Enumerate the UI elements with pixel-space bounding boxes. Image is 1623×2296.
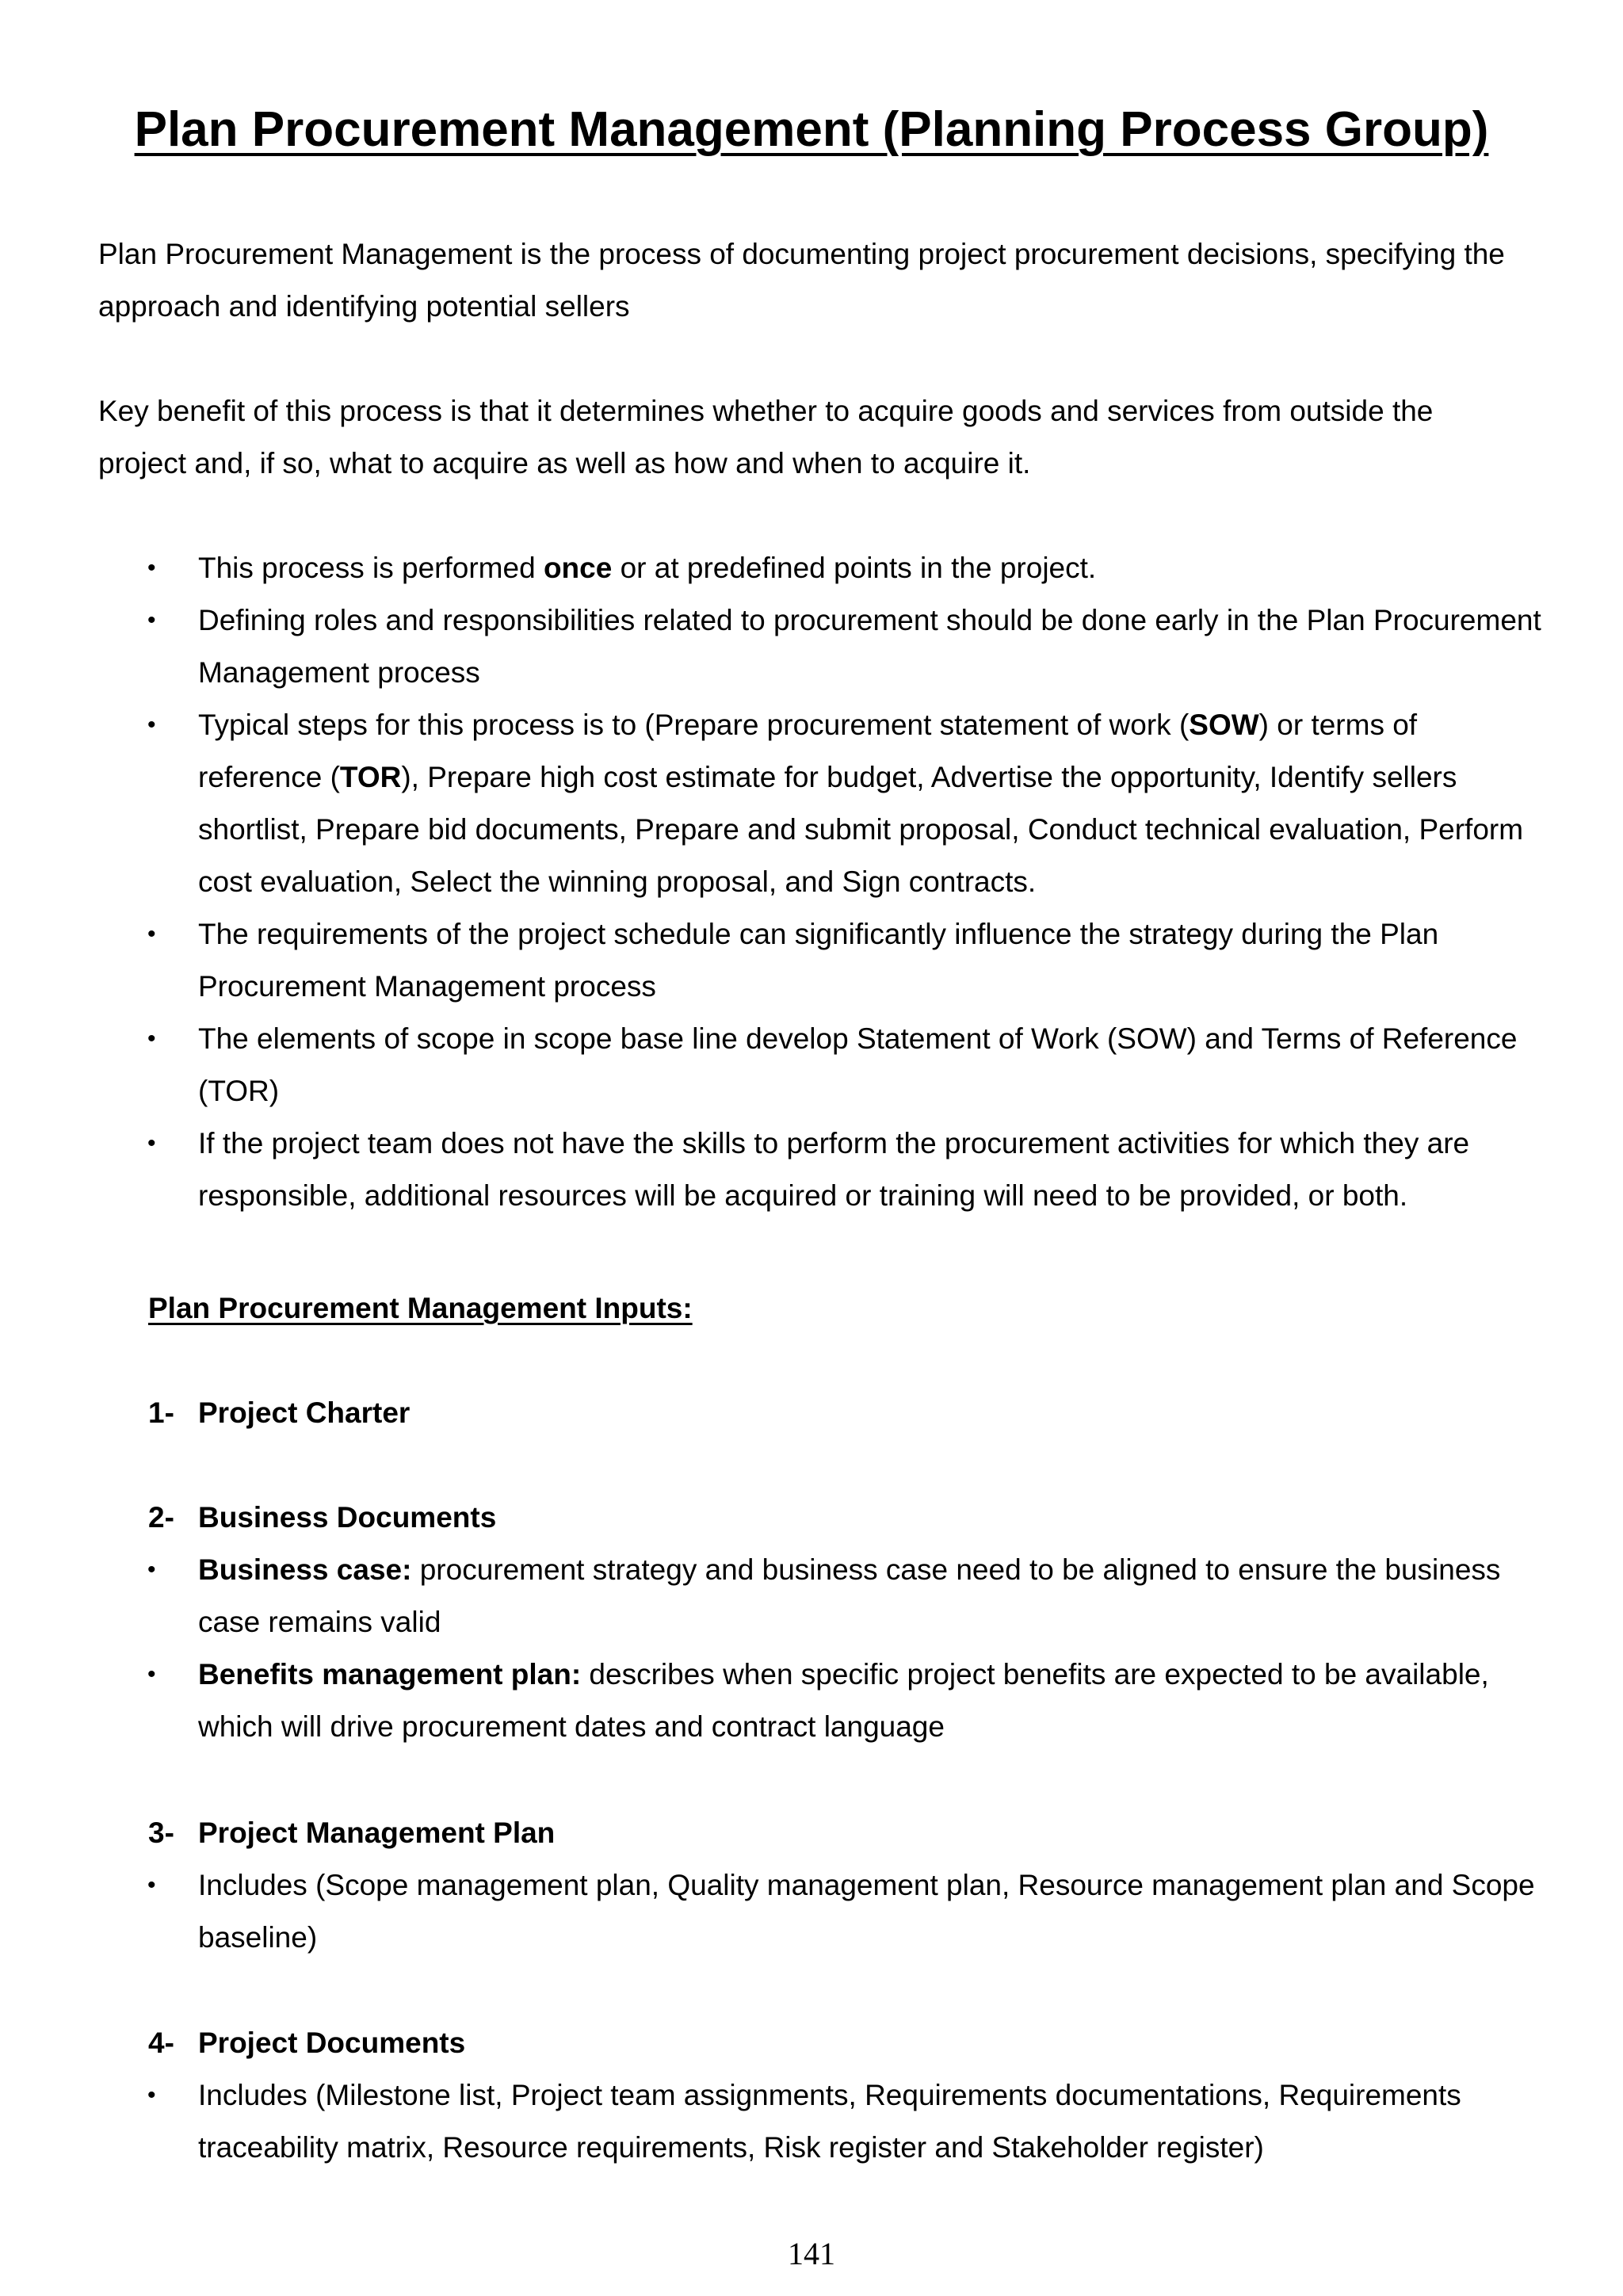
list-item [0,1117,1545,1222]
list-item [0,2069,1545,2174]
list-item-text: procurement strategy and business case need to be aligned to ensure the business case remains valid [198,1553,1501,1638]
input-heading-business-documents [148,1492,496,1544]
project-documents-list [0,2069,1623,2174]
project-management-plan-list [0,1859,1623,1964]
intro-paragraph-key-benefit: Key benefit of this process is that it determines whether to acquire goods and services from outside the project and, if so, what to acquire as well as how and when to acquire it. [98,395,1434,479]
inputs-section-heading: Plan Procurement Management Inputs: [148,1292,693,1324]
bullet-icon: • [147,555,156,581]
bullet-icon: • [147,921,156,947]
list-item-text: or at predefined points in the project. [612,552,1097,584]
list-item [0,908,1545,1013]
input-number: 3- [148,1817,174,1849]
bullet-icon: • [147,2082,156,2108]
list-item-text: If the project team does not have the skills to perform the procurement activities for which they are responsible, additional resources will be acquired or training will need to be provided, or both. [198,1127,1470,1212]
list-item-text: describes when specific project benefits are expected to be available, which will drive procurement dates and contract language [198,1658,1489,1743]
list-item-text: Typical steps for this process is to (Prepare procurement statement of work ( [198,709,1190,741]
list-item-term: Business case: [198,1553,412,1586]
list-item-text: This process is performed [198,552,544,584]
input-heading-project-charter [148,1387,410,1439]
bullet-icon: • [147,607,156,633]
input-heading-project-documents [148,2017,465,2069]
bullet-icon: • [147,1130,156,1156]
bullet-icon: • [147,1661,156,1687]
business-documents-list [0,1544,1623,1753]
list-item-text: ) or terms of reference ( [198,709,1418,793]
list-item-text: The elements of scope in scope base line develop Statement of Work (SOW) and Terms of Reference (TOR) [198,1022,1518,1107]
list-item [0,1544,1545,1648]
list-item [0,542,1545,594]
process-notes-list [0,542,1623,1222]
list-item [0,699,1545,908]
bullet-icon: • [147,1557,156,1583]
input-number: 4- [148,2027,174,2059]
input-title: Project Charter [198,1396,411,1429]
list-item-emphasis: once [543,552,613,584]
list-item [0,1648,1545,1753]
list-item [0,1013,1545,1117]
list-item-emphasis: TOR [339,761,402,793]
input-title: Business Documents [198,1501,497,1534]
input-title: Project Documents [198,2027,466,2059]
bullet-icon: • [147,1026,156,1052]
list-item-text: Defining roles and responsibilities related to procurement should be done early in the Plan Procurement Management process [198,604,1541,689]
list-item-text: ), Prepare high cost estimate for budget, Advertise the opportunity, Identify sellers shortlist, Prepare bid documents, Prepare and submit proposal, Conduct technical evaluation, Perform cost evaluation, Select the winning proposal, and Sign contracts. [198,761,1524,898]
bullet-icon: • [147,1872,156,1898]
input-heading-project-management-plan [148,1807,555,1859]
list-item [0,594,1545,699]
input-number: 2- [148,1501,174,1534]
input-number: 1- [148,1396,174,1429]
list-item-text: Includes (Scope management plan, Quality management plan, Resource management plan and Scope baseline) [198,1869,1535,1954]
list-item-term: Benefits management plan: [198,1658,582,1690]
list-item-text: The requirements of the project schedule can significantly influence the strategy during the Plan Procurement Management process [198,918,1439,1003]
list-item-text: Includes (Milestone list, Project team assignments, Requirements documentations, Requirements traceability matrix, Resource requirements, Risk register and Stakeholder register) [198,2079,1461,2164]
list-item-emphasis: SOW [1189,709,1259,741]
page-number: 141 [788,2236,835,2271]
page-title: Plan Procurement Management (Planning Process Group) [134,102,1489,157]
list-item [0,1859,1545,1964]
bullet-icon: • [147,712,156,738]
intro-paragraph-definition: Plan Procurement Management is the process of documenting project procurement decisions, specifying the approach and identifying potential sellers [98,238,1505,323]
input-title: Project Management Plan [198,1817,556,1849]
